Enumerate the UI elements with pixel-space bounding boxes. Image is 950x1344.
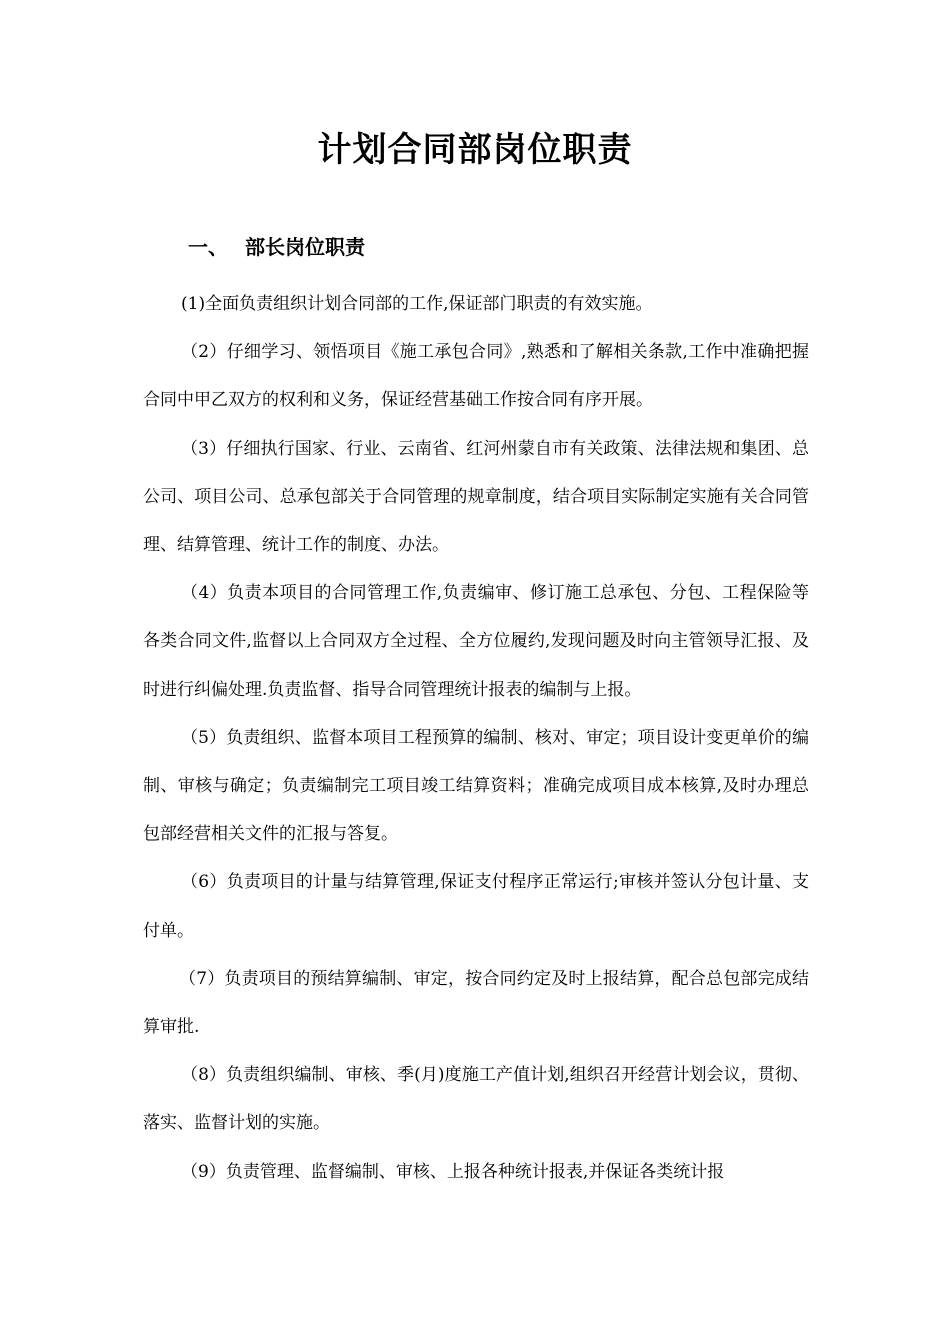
document-body: [143, 280, 809, 1196]
paragraph-6: （6）负责项目的计量与结算管理,保证支付程序正常运行;审核并签认分包计量、支付单。: [143, 872, 809, 941]
section-heading: [188, 233, 365, 261]
section-heading-text: 部长岗位职责: [245, 235, 365, 259]
paragraph-9: （9）负责管理、监督编制、审核、上报各种统计报表,并保证各类统计报: [181, 1161, 725, 1182]
document-title: 计划合同部岗位职责: [317, 130, 633, 170]
paragraph-5: （5）负责组织、监督本项目工程预算的编制、核对、审定；项目设计变更单价的编制、审核与确定；负责编制完工项目竣工结算资料；准确完成项目成本核算,及时办理总包部经营相关文件的汇报与答复。: [143, 727, 809, 845]
paragraph-1: (1)全面负责组织计划合同部的工作,保证部门职责的有效实施。: [181, 294, 653, 314]
paragraph-3: （3）仔细执行国家、行业、云南省、红河州蒙自市有关政策、法律法规和集团、总公司、项目公司、总承包部关于合同管理的规章制度，结合项目实际制定实施有关合同管理、结算管理、统计工作的制度、办法。: [143, 438, 809, 556]
paragraph-4: （4）负责本项目的合同管理工作,负责编审、修订施工总承包、分包、工程保险等各类合同文件,监督以上合同双方全过程、全方位履约,发现问题及时向主管领导汇报、及时进行纠偏处理.负责监督、指导合同管理统计报表的编制与上报。: [143, 583, 809, 700]
paragraph-7: （7）负责项目的预结算编制、审定，按合同约定及时上报结算，配合总包部完成结算审批.: [143, 968, 809, 1038]
section-number: 一、: [188, 235, 228, 259]
paragraph-8: （8）负责组织编制、审核、季(月)度施工产值计划,组织召开经营计划会议，贯彻、落实、监督计划的实施。: [143, 1065, 809, 1134]
paragraph-2: （2）仔细学习、领悟项目《施工承包合同》,熟悉和了解相关条款,工作中准确把握合同中甲乙双方的权利和义务，保证经营基础工作按合同有序开展。: [143, 342, 809, 411]
